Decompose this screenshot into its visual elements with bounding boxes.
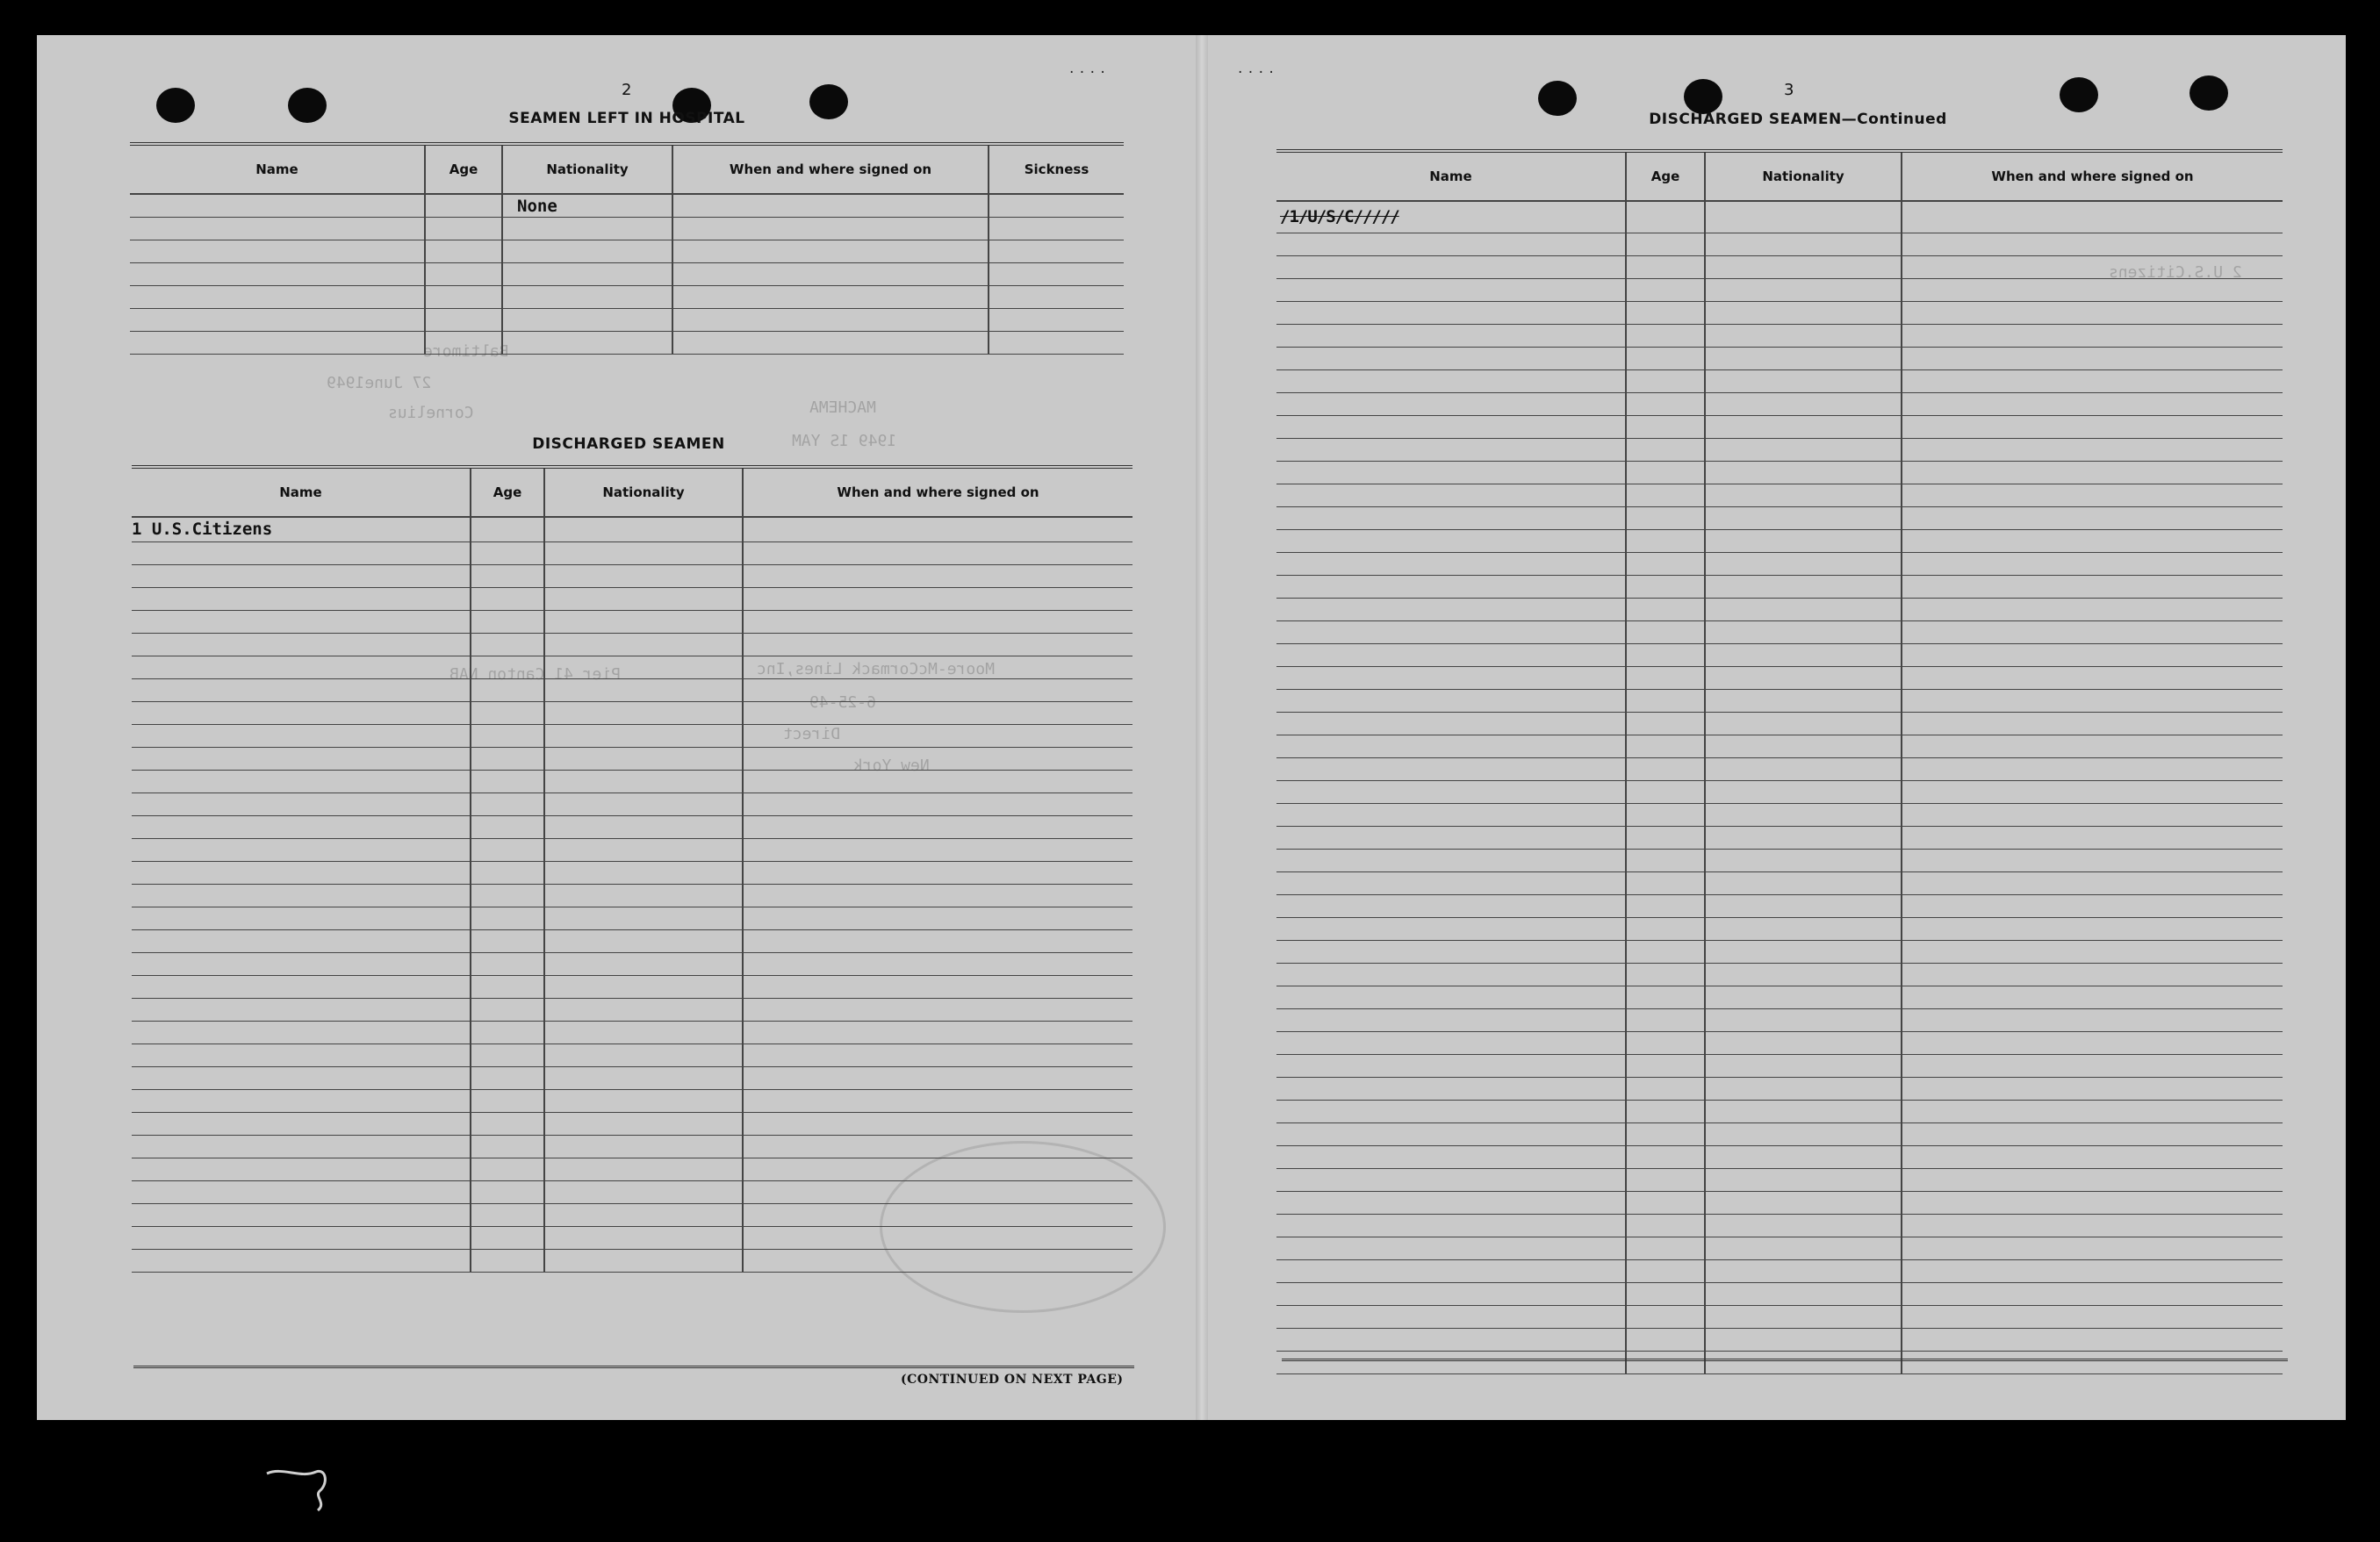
table-row bbox=[1276, 324, 2283, 347]
table-row bbox=[1276, 506, 2283, 529]
table-row bbox=[132, 1066, 1132, 1089]
page-fold bbox=[1196, 35, 1208, 1420]
table-row bbox=[130, 218, 1124, 240]
right-page bbox=[1208, 35, 2346, 1420]
table-row bbox=[130, 309, 1124, 332]
column-header: Name bbox=[130, 144, 425, 194]
column-header: Age bbox=[1626, 151, 1705, 201]
table-row bbox=[132, 541, 1132, 564]
table-row bbox=[132, 770, 1132, 793]
table-row bbox=[1276, 1008, 2283, 1031]
footer-rule bbox=[1282, 1359, 2288, 1361]
discharged-section-title: DISCHARGED SEAMEN bbox=[532, 435, 725, 453]
table-row bbox=[1276, 1031, 2283, 1054]
table-row bbox=[132, 678, 1132, 701]
page-number: 3 bbox=[1784, 81, 1794, 99]
discharged-continued-title: DISCHARGED SEAMEN—Continued bbox=[1649, 111, 1947, 128]
table-row bbox=[130, 194, 1124, 218]
column-header: Nationality bbox=[502, 144, 672, 194]
table-row bbox=[132, 975, 1132, 998]
bleed-through-text: 27 June1949 bbox=[327, 374, 432, 392]
table-row bbox=[1276, 575, 2283, 598]
table-row bbox=[132, 838, 1132, 861]
table-row bbox=[132, 793, 1132, 815]
table-row bbox=[1276, 757, 2283, 780]
table-row bbox=[1276, 233, 2283, 255]
table-row bbox=[1276, 666, 2283, 689]
column-header: Name bbox=[132, 467, 471, 517]
table-row bbox=[1276, 940, 2283, 963]
table-header-row bbox=[1276, 151, 2283, 201]
table-row bbox=[1276, 735, 2283, 757]
table-row bbox=[1276, 1168, 2283, 1191]
table-row bbox=[1276, 1305, 2283, 1328]
table-row bbox=[132, 633, 1132, 656]
discharged-entry: 1 U.S.Citizens bbox=[132, 517, 471, 541]
table-row bbox=[132, 701, 1132, 724]
table-row bbox=[132, 1044, 1132, 1066]
table-row bbox=[132, 952, 1132, 975]
table-row bbox=[132, 861, 1132, 884]
table-row bbox=[132, 1089, 1132, 1112]
table-row bbox=[1276, 871, 2283, 894]
table-row bbox=[132, 1112, 1132, 1135]
table-row bbox=[1276, 1214, 2283, 1237]
ledger-sheet bbox=[37, 35, 2346, 1420]
table-header-row bbox=[130, 144, 1124, 194]
column-header: When and where signed on bbox=[743, 467, 1132, 517]
table-row bbox=[1276, 1191, 2283, 1214]
table-row bbox=[1276, 415, 2283, 438]
table-row bbox=[1276, 1328, 2283, 1351]
column-header: Sickness bbox=[989, 144, 1124, 194]
table-row bbox=[1276, 438, 2283, 461]
continued-note: (CONTINUED ON NEXT PAGE) bbox=[901, 1373, 1124, 1387]
table-row bbox=[1276, 552, 2283, 575]
table-row bbox=[1276, 963, 2283, 986]
table-row bbox=[1276, 849, 2283, 871]
table-row bbox=[1276, 392, 2283, 415]
table-row bbox=[1276, 780, 2283, 803]
stray-dots: . . . . bbox=[1069, 60, 1106, 77]
table-row bbox=[132, 1135, 1132, 1158]
handwritten-mark bbox=[265, 1461, 335, 1514]
hospital-table bbox=[130, 142, 1124, 355]
table-row bbox=[1276, 201, 2283, 233]
table-row bbox=[132, 564, 1132, 587]
bleed-through-text: Baltimore bbox=[423, 342, 509, 361]
table-row bbox=[1276, 1351, 2283, 1373]
table-row bbox=[1276, 643, 2283, 666]
table-header-row bbox=[132, 467, 1132, 517]
table-row bbox=[132, 1226, 1132, 1249]
table-row bbox=[1276, 347, 2283, 369]
table-row bbox=[132, 1249, 1132, 1272]
table-row bbox=[1276, 986, 2283, 1008]
column-header: Nationality bbox=[1705, 151, 1902, 201]
footer-rule bbox=[133, 1366, 1134, 1368]
column-header: Nationality bbox=[544, 467, 743, 517]
table-row bbox=[132, 587, 1132, 610]
table-row bbox=[132, 656, 1132, 678]
stray-dots: . . . . bbox=[1238, 60, 1275, 77]
table-row bbox=[1276, 301, 2283, 324]
column-header: When and where signed on bbox=[1902, 151, 2283, 201]
table-row bbox=[1276, 803, 2283, 826]
table-row bbox=[1276, 369, 2283, 392]
table-row bbox=[1276, 278, 2283, 301]
discharged-continued-table bbox=[1276, 149, 2283, 1374]
table-row bbox=[130, 240, 1124, 263]
table-row bbox=[1276, 1100, 2283, 1122]
bleed-through-text: Cornelius bbox=[388, 404, 474, 422]
table-row bbox=[1276, 598, 2283, 620]
table-row bbox=[132, 1021, 1132, 1044]
bleed-through-text: 2 U.S.Citizens bbox=[2109, 263, 2242, 282]
table-row bbox=[130, 286, 1124, 309]
table-row bbox=[132, 929, 1132, 952]
column-header: Name bbox=[1276, 151, 1626, 201]
table-row bbox=[1276, 689, 2283, 712]
column-header: Age bbox=[425, 144, 502, 194]
left-page bbox=[37, 35, 1196, 1420]
bleed-through-text: New York bbox=[853, 757, 930, 775]
table-row bbox=[1276, 1282, 2283, 1305]
table-row bbox=[1276, 712, 2283, 735]
column-header: Age bbox=[471, 467, 544, 517]
table-row bbox=[130, 332, 1124, 355]
table-row bbox=[1276, 1122, 2283, 1145]
table-row bbox=[130, 263, 1124, 286]
table-row bbox=[1276, 529, 2283, 552]
bleed-through-text: 1949 1S YAM bbox=[792, 432, 897, 450]
bleed-through-text: Pier 41 Canton NAB bbox=[449, 665, 622, 684]
table-row bbox=[1276, 826, 2283, 849]
table-row bbox=[132, 610, 1132, 633]
table-row bbox=[132, 907, 1132, 929]
table-row bbox=[132, 1203, 1132, 1226]
table-row bbox=[132, 724, 1132, 747]
page-number: 2 bbox=[622, 81, 632, 99]
table-row bbox=[132, 1180, 1132, 1203]
bleed-through-text: Moore-McCormack Lines,Inc bbox=[757, 660, 995, 678]
table-row bbox=[1276, 484, 2283, 506]
discharged-table bbox=[132, 465, 1132, 1273]
table-row bbox=[1276, 1054, 2283, 1077]
column-header: When and where signed on bbox=[672, 144, 989, 194]
table-row bbox=[1276, 1237, 2283, 1259]
table-row bbox=[1276, 1077, 2283, 1100]
table-row bbox=[1276, 894, 2283, 917]
table-row bbox=[132, 747, 1132, 770]
table-row bbox=[132, 1158, 1132, 1180]
table-row bbox=[132, 815, 1132, 838]
bleed-through-text: MACHEMA bbox=[809, 398, 876, 417]
table-row bbox=[1276, 620, 2283, 643]
table-row bbox=[1276, 1259, 2283, 1282]
table-row bbox=[132, 884, 1132, 907]
hospital-section-title: SEAMEN LEFT IN HOSPITAL bbox=[508, 110, 745, 127]
struck-entry: /1/U/S/C///// bbox=[1276, 201, 1626, 233]
hospital-entry: None bbox=[502, 194, 672, 218]
table-row bbox=[1276, 1145, 2283, 1168]
table-row bbox=[132, 517, 1132, 541]
table-row bbox=[1276, 461, 2283, 484]
table-row bbox=[132, 998, 1132, 1021]
table-row bbox=[1276, 255, 2283, 278]
table-row bbox=[1276, 917, 2283, 940]
bleed-through-text: 6-25-49 bbox=[809, 693, 876, 712]
bleed-through-text: Direct bbox=[783, 725, 841, 743]
